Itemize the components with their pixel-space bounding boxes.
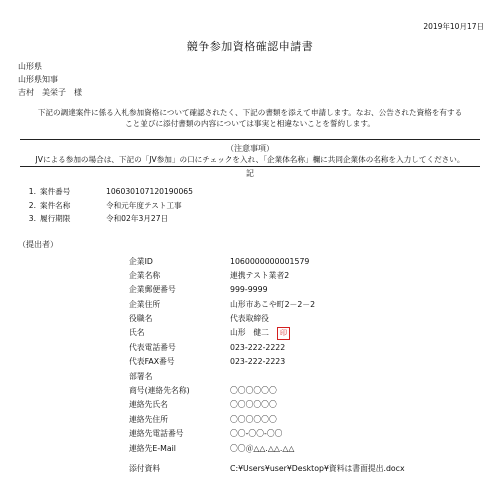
- applicant-heading: （提出者）: [18, 240, 58, 249]
- intro-line-2: こと並びに添付書類の内容については事実と相違ないことを誓約します。: [125, 119, 375, 128]
- field-label: 連絡先電話番号: [129, 429, 184, 439]
- field-value: 023-222-2223: [230, 357, 286, 367]
- applicant-row-attachment: [129, 461, 405, 475]
- field-label: 添付資料: [129, 463, 161, 473]
- applicant-row-contact-email: [129, 441, 405, 455]
- field-label: 連絡先氏名: [129, 400, 168, 410]
- document-date: 2019年10月17日: [423, 22, 484, 31]
- applicant-row-address: [129, 297, 405, 311]
- field-label: 企業郵便番号: [129, 285, 176, 295]
- item-index: 2.: [28, 200, 36, 210]
- applicant-row-phone: [129, 340, 405, 354]
- field-label: 連絡先住所: [129, 414, 168, 424]
- applicant-row-department: [129, 369, 405, 383]
- applicant-row-postal-code: [129, 283, 405, 297]
- field-value: 〇〇〇〇〇〇: [230, 386, 277, 396]
- item-value: 106030107120190065: [106, 187, 193, 197]
- field-value: 1060000000001579: [230, 256, 310, 266]
- case-item-number: [22, 185, 193, 199]
- field-label: 商号(連絡先名称): [129, 386, 190, 396]
- item-index: 1.: [28, 187, 36, 197]
- document-title: 競争参加資格確認申請書: [186, 40, 314, 53]
- applicant-row-company-id: [129, 254, 405, 268]
- intro-line-1: 下記の調達案件に係る入札参加資格について確認されたく、下記の書類を添えて申請します。なお、公告された資格を有する: [37, 108, 463, 117]
- intro-paragraph: [24, 107, 476, 129]
- item-label: 案件番号: [40, 187, 71, 197]
- field-value: 〇〇〇〇〇〇: [230, 400, 277, 410]
- field-label: 企業住所: [129, 299, 161, 309]
- case-item-deadline: [22, 212, 193, 226]
- item-value: 令和元年度テスト工事: [106, 200, 182, 210]
- field-value: 023-222-2222: [230, 342, 286, 352]
- field-value: 〇〇＠△△.△△.△△: [230, 443, 295, 453]
- field-value: 999-9999: [230, 285, 268, 295]
- field-label: 代表FAX番号: [129, 357, 175, 367]
- item-value: 令和02年3月27日: [106, 214, 169, 224]
- recipient-name: 吉村 美栄子 様: [18, 88, 82, 97]
- field-label: 企業ID: [129, 256, 153, 266]
- item-label: 履行期限: [40, 214, 71, 224]
- field-value: 連携テスト業者2: [230, 270, 290, 280]
- applicant-row-company-name: [129, 268, 405, 282]
- field-value: 〇〇-〇〇-〇〇: [230, 429, 283, 439]
- case-item-name: [22, 199, 193, 213]
- applicant-table: [129, 254, 405, 476]
- field-label: 部署名: [129, 371, 153, 381]
- ki-heading: 記: [246, 169, 254, 178]
- field-label: 連絡先E-Mail: [129, 443, 176, 453]
- field-label: 氏名: [129, 328, 145, 338]
- item-index: 3.: [28, 214, 36, 224]
- field-value: 代表取締役: [230, 314, 269, 324]
- applicant-row-contact-name: [129, 398, 405, 412]
- applicant-row-fax: [129, 355, 405, 369]
- field-label: 代表電話番号: [129, 342, 176, 352]
- notice-bottom-rule: [20, 166, 480, 167]
- item-label: 案件名称: [40, 200, 71, 210]
- field-label: 役職名: [129, 314, 153, 324]
- attachment-path: C:¥Users¥user¥Desktop¥資料は書面提出.docx: [230, 463, 405, 473]
- notice-title: （注意事項）: [226, 144, 274, 153]
- applicant-row-contact-trade-name: [129, 384, 405, 398]
- applicant-row-contact-phone: [129, 427, 405, 441]
- field-value: 山形 健二: [230, 328, 269, 338]
- recipient-prefecture: 山形県: [18, 62, 42, 71]
- applicant-row-name: [129, 326, 405, 340]
- case-items: [22, 185, 193, 226]
- field-value: 〇〇〇〇〇〇: [230, 414, 277, 424]
- applicant-row-contact-address: [129, 412, 405, 426]
- field-value: 山形市あこや町2－2－2: [230, 299, 316, 309]
- applicant-row-position: [129, 312, 405, 326]
- seal-stamp-icon: 印: [277, 327, 290, 340]
- notice-top-rule: [20, 139, 480, 140]
- field-label: 企業名称: [129, 270, 161, 280]
- notice-text: JVによる参加の場合は、下記の「JV参加」の口にチェックを入れ、「企業体名称」欄に共同企業体の名称を入力してください。: [35, 155, 465, 164]
- recipient-governor: 山形県知事: [18, 75, 58, 84]
